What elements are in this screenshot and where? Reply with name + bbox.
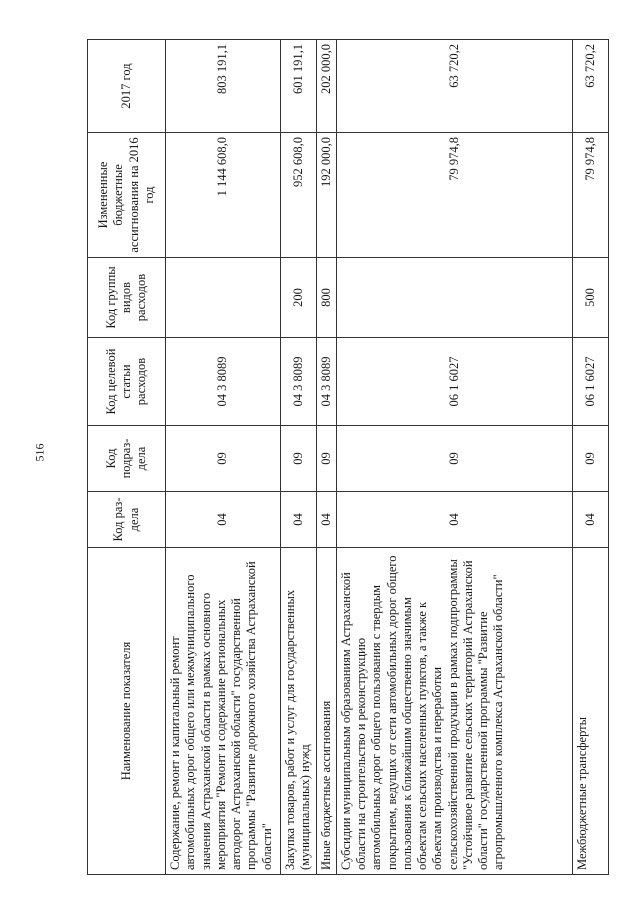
table-row [316, 40, 336, 875]
budget-table-container [87, 40, 605, 875]
row-section: 04 [281, 492, 317, 548]
row-name: Межбюджетные трансферты [572, 548, 608, 875]
row-subsection: 09 [316, 426, 336, 492]
row-amount-2017: 601 191,1 [281, 40, 317, 133]
row-subsection: 09 [166, 426, 281, 492]
row-target: 06 1 6027 [572, 338, 608, 426]
row-amount-2016: 79 974,8 [572, 133, 608, 258]
row-subsection: 09 [572, 426, 608, 492]
row-amount-2016: 952 608,0 [281, 133, 317, 258]
row-amount-2017: 803 191,1 [166, 40, 281, 133]
row-group: 500 [572, 258, 608, 338]
row-amount-2017: 63 720,2 [572, 40, 608, 133]
table-row [281, 40, 317, 875]
table-row [572, 40, 608, 875]
row-name: Иные бюджетные ассигнования [316, 548, 336, 875]
row-amount-2016: 192 000,0 [316, 133, 336, 258]
header-subsection: Код подраз-дела [88, 426, 166, 492]
budget-table [87, 39, 609, 875]
header-row [88, 40, 166, 875]
row-group [336, 258, 572, 338]
row-target: 04 3 8089 [316, 338, 336, 426]
row-section: 04 [572, 492, 608, 548]
table-row [166, 40, 281, 875]
row-group: 200 [281, 258, 317, 338]
row-group [166, 258, 281, 338]
header-amount-2016: Измененные бюджетные ассигнования на 2016 год [88, 133, 166, 258]
row-name: Закупка товаров, работ и услуг для государственных (муниципальных) нужд [281, 548, 317, 875]
row-name: Содержание, ремонт и капитальный ремонт автомобильных дорог общего или межмуниципального значения Астраханской области в рамках основного мероприятия "Ремонт и содержание региональных автодорог Астраханской области" государственной программы "Развитие дорожного хозяйства Астраханской области" [166, 548, 281, 875]
row-section: 04 [336, 492, 572, 548]
page-number: 516 [32, 443, 47, 462]
header-amount-2017: 2017 год [88, 40, 166, 133]
row-amount-2017: 63 720,2 [336, 40, 572, 133]
row-name: Субсидии муниципальным образованиям Астраханской области на строительство и реконструкцию автомобильных дорог общего пользования с твердым покрытием, ведущих от сети автомобильных дорог общего пользования к ближайшим общественно значимым объектам сельских населенных пунктов, а также к объектам производства и переработки сельскохозяйственной продукции в рамках подпрограммы "Устойчивое развитие сельских территорий Астраханской области" государственной программы "Развитие агропромышленного комплекса Астраханской области" [336, 548, 572, 875]
header-group-code: Код группы видов расходов [88, 258, 166, 338]
row-subsection: 09 [281, 426, 317, 492]
header-target-code: Код целевой статьи расходов [88, 338, 166, 426]
row-target: 06 1 6027 [336, 338, 572, 426]
row-amount-2017: 202 000,0 [316, 40, 336, 133]
row-group: 800 [316, 258, 336, 338]
header-section: Код раз-дела [88, 492, 166, 548]
row-target: 04 3 8089 [281, 338, 317, 426]
table-row [336, 40, 572, 875]
row-section: 04 [316, 492, 336, 548]
row-amount-2016: 79 974,8 [336, 133, 572, 258]
row-target: 04 3 8089 [166, 338, 281, 426]
header-name: Наименование показателя [88, 548, 166, 875]
row-subsection: 09 [336, 426, 572, 492]
row-amount-2016: 1 144 608,0 [166, 133, 281, 258]
row-section: 04 [166, 492, 281, 548]
